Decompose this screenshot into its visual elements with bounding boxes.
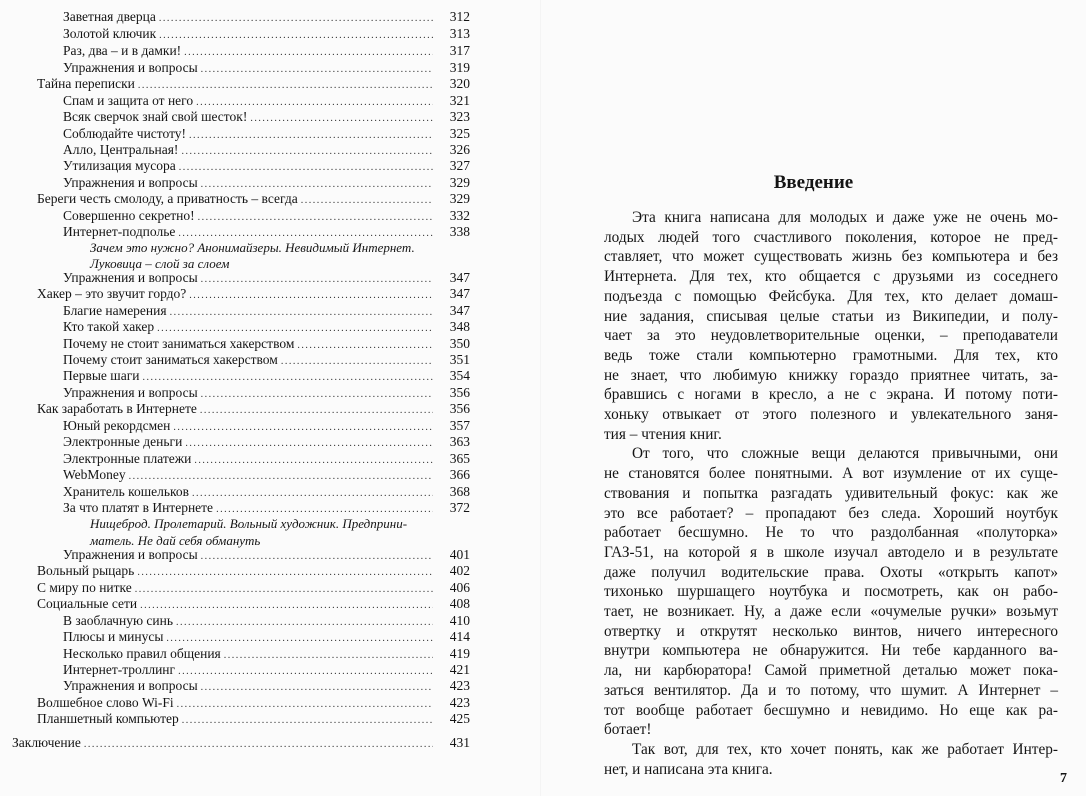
toc-entry-page: 317 [449,43,470,58]
dot-leader [157,322,433,335]
toc-entry-title: Упражнения и вопросы [63,270,198,285]
toc-entry [37,595,470,612]
body-text-line: внутри компьютера не обнаружится. Ни тебе карданного ва- [604,642,1058,660]
toc-entry-page: 325 [449,126,470,141]
toc-entry [63,483,470,500]
body-text-line: тает, не возникает. Ну, а даже если «очумелые ручки» возьмут [604,603,1058,620]
dot-leader [182,714,433,727]
dot-leader [184,46,433,59]
body-text-line: нет, и написана эта книга. [604,760,773,778]
toc-entry-page: 414 [449,629,470,644]
toc-entry [63,42,470,59]
toc-entry-page: 326 [449,142,470,157]
toc-entry-title: За что платят в Интернете [63,500,214,515]
toc-entry [37,75,470,92]
toc-entry-title: В заоблачную синь [63,613,173,628]
toc-entry-title: Спам и защита от него [63,93,194,108]
toc-entry-page: 323 [449,109,470,124]
toc-entry [63,174,470,191]
toc-entry [63,351,470,368]
dot-leader [84,738,433,751]
body-text-line: ГАЗ-51, на которой я в школе изучал автодело и в результате [604,543,1058,561]
toc-subtopics: Луковица – слой за слоем [90,256,230,271]
body-text-line: ведь тоже стали компьютерно грамотными. Для тех, кто [604,346,1058,364]
toc-entry-title: Упражнения и вопросы [63,547,198,562]
toc-entry-page: 329 [449,191,470,206]
dot-leader [166,632,433,645]
dot-leader [140,599,433,612]
dot-leader [142,371,433,384]
toc-entry-title: Береги честь смолоду, а приватность – всегда [37,191,298,206]
toc-entry [63,8,470,25]
page-number: 7 [1060,771,1067,786]
toc-entry-page: 354 [449,368,470,383]
toc-entry [63,207,470,224]
toc-entry-title: Электронные платежи [63,451,192,466]
toc-entry-page: 423 [449,695,470,710]
toc-entry [63,417,470,434]
toc-entry-page: 423 [449,678,470,693]
body-text-line: тихонько шуршащего ноутбука и посмотреть, как он рабо- [604,583,1058,601]
toc-entry-title: Юный рекордсмен [63,418,171,433]
toc-entry [37,190,470,207]
toc-entry-title: Как заработать в Интернете [37,401,197,416]
toc-entry-title: Заветная дверца [63,9,156,24]
toc-entry [37,562,470,579]
body-text-line: ставляет, что может существовать жизнь без компьютера и без [604,248,1058,266]
toc-entry-page: 401 [449,547,470,562]
body-text-line: ботает! [604,721,652,739]
toc-entry-title: Совершенно секретно! [63,208,195,223]
body-text-line: отвертку и открутят несколько винтов, ничего интересного [604,622,1058,640]
toc-entry-page: 425 [449,711,470,726]
toc-entry-page: 350 [449,336,470,351]
toc-entry-title: Хранитель кошельков [63,484,190,499]
toc-entry-title: Несколько правил общения [63,646,221,661]
toc-entry [63,25,470,42]
body-text-line: тот вообще работает бесшумно и невидимо. Но еще как ра- [604,701,1058,719]
dot-leader [159,12,433,25]
toc-entry [37,579,470,596]
toc-entry-page: 410 [449,613,470,628]
dot-leader [200,404,433,417]
toc-entry [63,450,470,467]
toc-entry [63,433,470,450]
body-text-line: Так вот, для тех, кто хочет понять, как же работает Интер- [632,740,1058,758]
toc-entry-page: 329 [449,175,470,190]
toc-entry-page: 320 [449,76,470,91]
toc-entry-page: 368 [449,484,470,499]
body-text-line: ла, ни карбюратора! Самой приметной деталью может пока- [604,662,1058,680]
dot-leader [138,79,433,92]
toc-entry-page: 321 [449,93,470,108]
dot-leader [129,470,433,483]
toc-entry-page: 431 [449,735,470,750]
body-text-line: Эта книга написана для молодых и даже уже не очень мо- [632,209,1058,226]
toc-entry [63,335,470,352]
toc-entry [37,694,470,711]
toc-entry [63,661,470,678]
toc-entry-title: Тайна переписки [37,76,135,91]
toc-entry-title: Интернет-троллинг [63,662,176,677]
toc-entry-title: Алло, Центральная! [63,142,179,157]
toc-entry-title: Интернет-подполье [63,224,176,239]
toc-entry-title: Почему стоит заниматься хакерством [63,352,278,367]
toc-entry [63,302,470,319]
toc-entry-page: 356 [449,385,470,400]
dot-leader [301,194,433,207]
toc-entry-page: 348 [449,319,470,334]
toc-entry-page: 402 [449,563,470,578]
toc-entry-title: Золотой ключик [63,26,157,41]
toc-entry-title: Раз, два – и в дамки! [63,43,182,58]
toc-entry-page: 312 [449,9,470,24]
toc-entry [63,141,470,158]
toc-entry-page: 406 [449,580,470,595]
body-text-line: не знает, что любимую книжку гораздо приятнее читать, за- [604,366,1058,384]
toc-entry-title: Кто такой хакер [63,319,155,334]
toc-entry-title: Упражнения и вопросы [63,385,198,400]
toc-entry-title: Вольный рыцарь [37,563,135,578]
toc-entry [63,612,470,629]
dot-leader [189,289,433,302]
toc-entry-title: Всяк сверчок знай свой шесток! [63,109,248,124]
toc-entry-title: Упражнения и вопросы [63,175,198,190]
toc-entry-page: 332 [449,208,470,223]
body-text-line: ние задания, списывая целые статьи из Википедии, и полу- [604,307,1058,325]
dot-leader [185,437,433,450]
toc-entry-title: С миру по нитке [37,580,132,595]
toc-entry [63,628,470,645]
toc-entry-title: Упражнения и вопросы [63,678,198,693]
toc-entry-page: 372 [449,500,470,515]
toc-entry-page: 366 [449,467,470,482]
body-text-line: чает за это неудовлетворительные оценки, – преподаватели [604,327,1058,345]
toc-entry [63,125,470,142]
toc-entry-title: Почему не стоит заниматься хакерством [63,336,295,351]
toc-entry-title: Электронные деньги [63,434,183,449]
toc-entry [63,677,470,694]
dot-leader [250,112,433,125]
toc-page [0,0,540,796]
toc-subtopics: Зачем это нужно? Анонимайзеры. Невидимый Интернет. [90,240,415,255]
toc-entry-title: Заключение [12,735,81,750]
toc-entry [63,499,470,516]
dot-leader [179,161,433,174]
toc-entry [63,645,470,662]
body-text-line: Интернета. Для тех, кто общается с друзьями из соседнего [604,268,1058,286]
toc-entry-page: 347 [449,286,470,301]
toc-entry-page: 419 [449,646,470,661]
toc-entry-page: 356 [449,401,470,416]
body-text-line: подъезда с помощью Фейсбука. Для тех, кто делает домаш- [604,287,1058,305]
toc-entry-title: Первые шаги [63,368,140,383]
body-text-line: даже получил водительские права. Охоты «открыть капот» [604,563,1058,581]
chapter-heading: Введение [773,172,854,193]
toc-entry-page: 347 [449,303,470,318]
toc-entry-title: Соблюдайте чистоту! [63,126,187,141]
toc-entry-page: 408 [449,596,470,611]
dot-leader [137,566,433,579]
toc-entry [63,59,470,76]
body-text-line: От того, что сложные вещи делаются привычными, они [632,445,1058,463]
toc-entry-title: Волшебное слово Wi-Fi [37,695,174,710]
toc-entry-page: 421 [449,662,470,677]
body-text-line: хоньку отвыкает от этого полезного и увлекательного заня- [604,406,1058,423]
toc-entry-page: 351 [449,352,470,367]
toc-entry-title: Утилизация мусора [63,158,176,173]
intro-page [541,0,1086,796]
toc-subtopics: Нищеброд. Пролетарий. Вольный художник. Предприни- [90,516,408,531]
dot-leader [159,29,433,42]
toc-entry-page: 327 [449,158,470,173]
body-text-line: работает бесшумно. Не то что раздолбанная «полуторка» [604,524,1058,542]
body-text-line: заться вентилятор. Да и то потому, что шумит. А Интернет – [604,681,1058,699]
body-text-line: лодых людей того счастливого поколения, которое не пред- [604,228,1058,246]
toc-entry-title: Планшетный компьютер [37,711,179,726]
toc-entry-page: 319 [449,60,470,75]
toc-entry [37,285,470,302]
toc-entry-title: Благие намерения [63,303,167,318]
toc-entry [63,223,470,240]
body-text-line: тия – чтения книг. [604,425,722,443]
dot-leader [201,681,433,694]
toc-entry-title: Хакер – это звучит гордо? [37,286,187,301]
body-text-line: это все работает? – пропадают без следа. Хороший ноутбук [604,504,1058,522]
toc-entry-title: Упражнения и вопросы [63,60,198,75]
toc-entry [37,710,470,727]
toc-entry [63,466,470,483]
body-text-line: бравшись с ногами в кресло, а не с экрана. И потому поти- [604,386,1058,404]
toc-entry-page: 313 [449,26,470,41]
toc-entry [63,384,470,401]
toc-entry-title: WebMoney [63,467,126,482]
toc-entry [63,367,470,384]
toc-entry-page: 357 [449,418,470,433]
toc-entry-page: 347 [449,270,470,285]
toc-subtopics: матель. Не дай себя обмануть [90,533,261,548]
toc-entry-page: 363 [449,434,470,449]
body-text-line: не становятся более понятными. А вот изумление от их суще- [604,465,1058,483]
toc-entry [37,400,470,417]
toc-entry-title: Социальные сети [37,596,138,611]
toc-entry-page: 338 [449,224,470,239]
toc-entry [63,157,470,174]
toc-entry-page: 365 [449,451,470,466]
toc-entry [63,92,470,109]
toc-entry-title: Плюсы и минусы [63,629,164,644]
toc-entry [63,318,470,335]
body-text-line: ствования и попытка разгадать удивительный фокус: как же [604,484,1058,502]
toc-entry [12,734,470,751]
toc-entry [63,108,470,125]
